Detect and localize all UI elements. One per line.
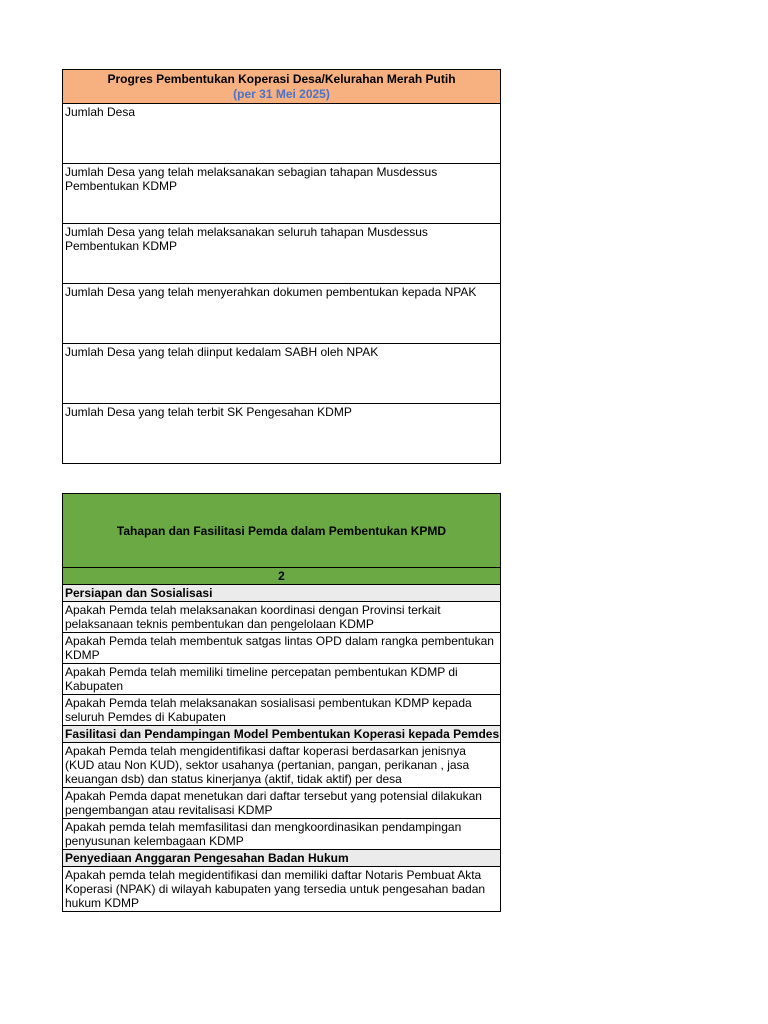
question-row: Apakah Pemda telah mengidentifikasi daftar koperasi berdasarkan jenisnya (KUD atau Non KUD), sektor usahanya (pertanian, pangan, perikanan , jasa keuangan dsb) dan status kinerjanya (aktif, tidak aktif) per desa bbox=[63, 743, 501, 788]
progress-row: Jumlah Desa yang telah melaksanakan seluruh tahapan Musdessus Pembentukan KDMP bbox=[63, 224, 501, 284]
question-row: Apakah Pemda telah memiliki timeline percepatan pembentukan KDMP di Kabupaten bbox=[63, 664, 501, 695]
question-row: Apakah Pemda telah melaksanakan sosialisasi pembentukan KDMP kepada seluruh Pemdes di Kabupaten bbox=[63, 695, 501, 726]
question-row: Apakah Pemda telah membentuk satgas lintas OPD dalam rangka pembentukan KDMP bbox=[63, 633, 501, 664]
progress-row: Jumlah Desa bbox=[63, 104, 501, 164]
facilitation-table-number: 2 bbox=[63, 568, 501, 585]
question-row: Apakah Pemda telah melaksanakan koordinasi dengan Provinsi terkait pelaksanaan teknis pembentukan dan pengelolaan KDMP bbox=[63, 602, 501, 633]
section-heading: Fasilitasi dan Pendampingan Model Pembentukan Koperasi kepada Pemdes bbox=[63, 726, 501, 743]
section-heading: Penyediaan Anggaran Pengesahan Badan Hukum bbox=[63, 850, 501, 867]
facilitation-table bbox=[62, 493, 501, 912]
progress-row: Jumlah Desa yang telah melaksanakan sebagian tahapan Musdessus Pembentukan KDMP bbox=[63, 164, 501, 224]
question-row: Apakah pemda telah megidentifikasi dan memiliki daftar Notaris Pembuat Akta Koperasi (NPAK) di wilayah kabupaten yang tersedia untuk pengesahan badan hukum KDMP bbox=[63, 867, 501, 912]
question-row: Apakah Pemda dapat menetukan dari daftar tersebut yang potensial dilakukan pengembangan atau revitalisasi KDMP bbox=[63, 788, 501, 819]
progress-table-title: Progres Pembentukan Koperasi Desa/Kelurahan Merah Putih bbox=[107, 71, 456, 86]
progress-row: Jumlah Desa yang telah diinput kedalam SABH oleh NPAK bbox=[63, 344, 501, 404]
progress-row: Jumlah Desa yang telah menyerahkan dokumen pembentukan kepada NPAK bbox=[63, 284, 501, 344]
progress-row: Jumlah Desa yang telah terbit SK Pengesahan KDMP bbox=[63, 404, 501, 464]
question-row: Apakah pemda telah memfasilitasi dan mengkoordinasikan pendampingan penyusunan kelembagaan KDMP bbox=[63, 819, 501, 850]
section-heading: Persiapan dan Sosialisasi bbox=[63, 585, 501, 602]
progress-table-subtitle: (per 31 Mei 2025) bbox=[233, 86, 330, 101]
progress-table-header bbox=[63, 70, 501, 104]
progress-table bbox=[62, 69, 501, 464]
facilitation-table-title: Tahapan dan Fasilitasi Pemda dalam Pembentukan KPMD bbox=[63, 494, 501, 568]
